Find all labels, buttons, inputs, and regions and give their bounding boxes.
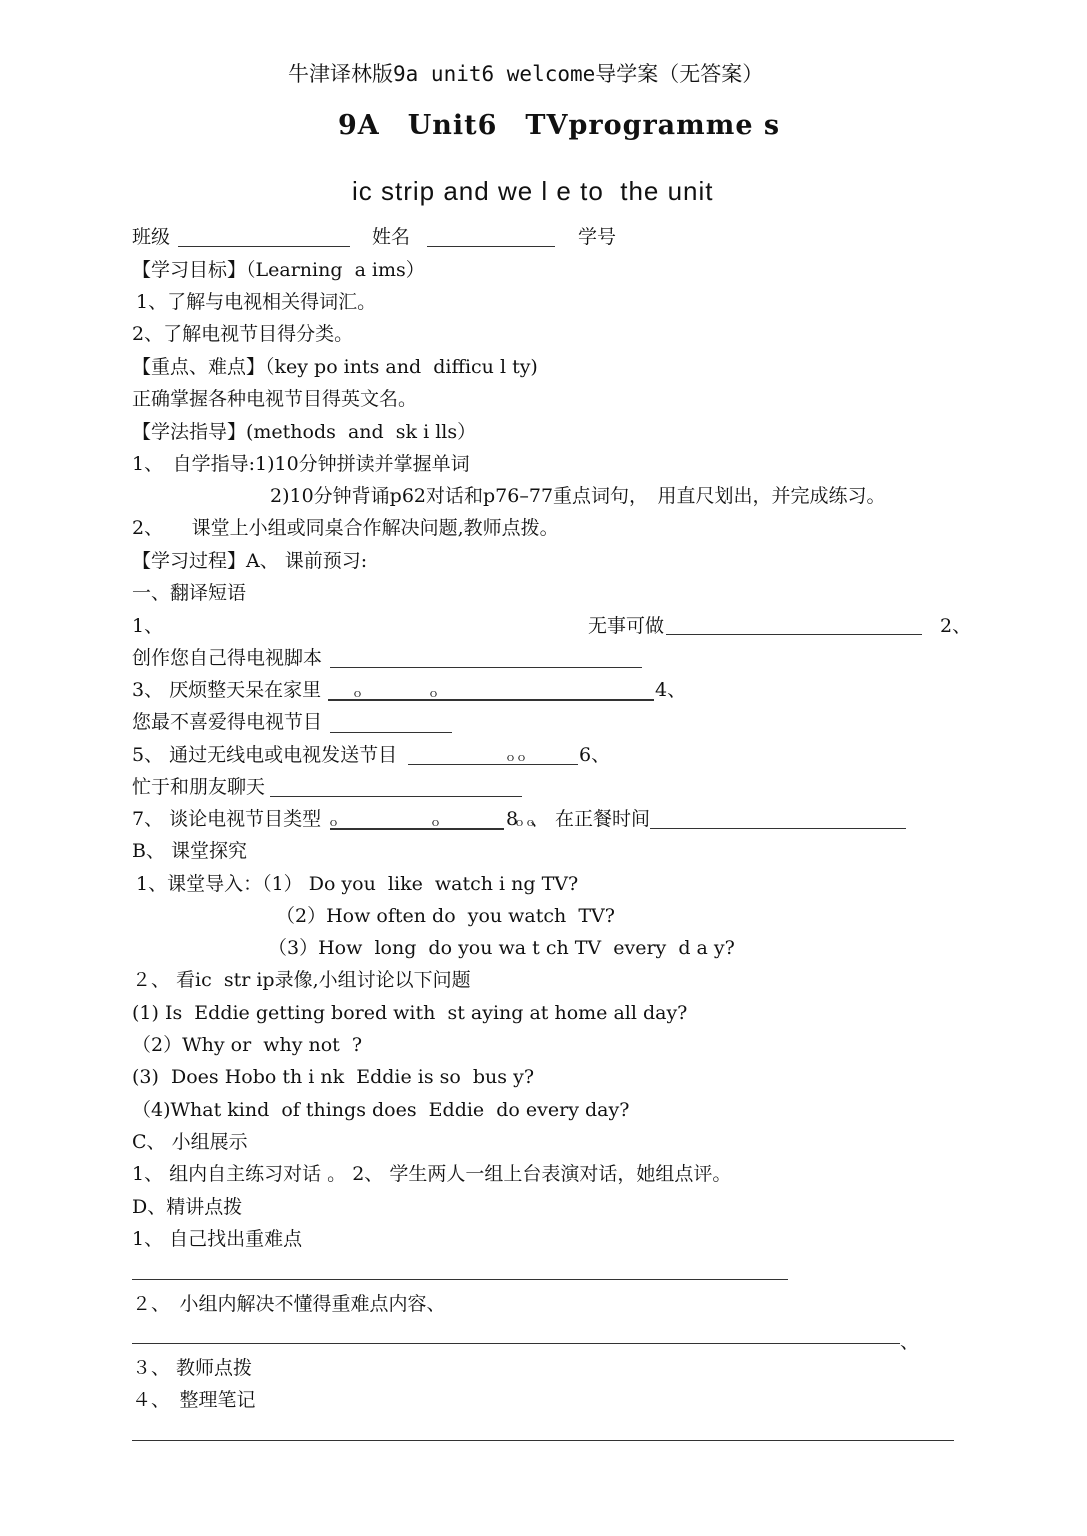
aims-item: 2、了解电视节目得分类。 — [132, 323, 354, 345]
phrase-5-text: 5、 通过无线电或电视发送节目 — [132, 744, 398, 766]
methods-item-1b: 2)10分钟背诵p62对话和p76–77重点词句， 用直尺划出，并完成练习。 — [270, 485, 886, 507]
phrase-6-number: 6、 — [579, 744, 611, 766]
explore-heading: B、 课堂探究 — [132, 840, 248, 862]
answer-line[interactable] — [132, 1343, 900, 1344]
discussion-question-2: （2）Why or why not ? — [132, 1034, 363, 1056]
blank-mark: ｏ — [352, 687, 363, 700]
key-points-text: 正确掌握各种电视节目得英文名。 — [132, 388, 418, 410]
intro-question-2: （2）How often do you watch TV? — [276, 905, 615, 927]
process-heading: 【学习过程】A、 课前预习: — [132, 550, 368, 572]
phrase-4-blank[interactable] — [330, 732, 452, 733]
explain-item-3: ３、 教师点拨 — [132, 1357, 253, 1379]
show-heading: C、 小组展示 — [132, 1131, 248, 1153]
aims-heading: 【学习目标】（Learning a ims） — [132, 259, 425, 281]
phrase-4-text: 您最不喜爱得电视节目 — [132, 711, 323, 733]
blank-mark: ｏｏ — [514, 816, 536, 829]
class-blank[interactable] — [178, 246, 350, 247]
phrase-5-blank[interactable] — [408, 764, 578, 765]
name-blank[interactable] — [427, 246, 555, 247]
phrase-3-text: 3、 厌烦整天呆在家里 — [132, 679, 322, 701]
lesson-subtitle: ic strip and we l e to the unit — [352, 176, 714, 206]
comic-strip-task: ２、 看ic str ip录像,小组讨论以下问题 — [132, 969, 471, 991]
phrase-8-blank[interactable] — [650, 828, 906, 829]
discussion-question-4: （4)What kind of things does Eddie do every day? — [132, 1099, 630, 1121]
phrase-7-text: 7、 谈论电视节目类型 — [132, 808, 322, 830]
phrase-8-number: 8 — [506, 808, 519, 830]
phrase-1-number: 1、 — [132, 615, 164, 637]
document-header: 牛津译林版9a unit6 welcome导学案（无答案） — [288, 62, 764, 86]
explain-item-4: ４、 整理笔记 — [132, 1389, 256, 1411]
methods-item-1: 1、 自学指导:1)10分钟拼读并掌握单词 — [132, 453, 470, 475]
name-label: 姓名 — [372, 226, 411, 248]
explain-heading: D、精讲点拨 — [132, 1196, 243, 1218]
show-text: 1、 组内自主练习对话 。 2、 学生两人一组上台表演对话，她组点评。 — [132, 1163, 732, 1185]
phrase-6-blank[interactable] — [270, 796, 522, 797]
phrase-2-blank[interactable] — [330, 667, 642, 668]
phrase-7-blank[interactable] — [330, 828, 504, 830]
unit-title: 9A Unit6 TVprogramme s — [338, 110, 781, 141]
answer-line[interactable] — [132, 1279, 788, 1280]
number-label: 学号 — [578, 226, 617, 248]
explain-item-2-tail: 、 — [900, 1331, 920, 1353]
key-points-heading: 【重点、难点】（key po ints and difficu l ty) — [132, 356, 538, 378]
explain-item-2: ２、 小组内解决不懂得重难点内容、 — [132, 1293, 446, 1315]
translate-heading: 一、翻译短语 — [132, 582, 247, 604]
intro-question-1: 1、课堂导入：（1） Do you like watch i ng TV? — [136, 873, 579, 895]
answer-line[interactable] — [132, 1440, 954, 1441]
methods-heading: 【学法指导】(methods and sk i lls） — [132, 421, 477, 443]
phrase-6-text: 忙于和朋友聊天 — [132, 776, 266, 798]
phrase-1-blank[interactable] — [666, 634, 922, 635]
phrase-3-blank[interactable] — [328, 699, 654, 701]
methods-item-2: 2、 课堂上小组或同桌合作解决问题,教师点拨。 — [132, 517, 559, 539]
phrase-2-text: 创作您自己得电视脚本 — [132, 647, 323, 669]
phrase-4-number: 4、 — [655, 679, 687, 701]
aims-item: 1、了解与电视相关得词汇。 — [136, 291, 377, 313]
phrase-2-number: 2、 — [940, 615, 972, 637]
class-label: 班级 — [132, 226, 171, 248]
blank-mark: ｏ — [430, 816, 441, 829]
phrase-8-text: 、 在正餐时间 — [530, 808, 651, 830]
discussion-question-3: (3) Does Hobo th i nk Eddie is so bus y? — [132, 1066, 535, 1088]
blank-mark: ｏ — [328, 816, 339, 829]
discussion-question-1: (1) Is Eddie getting bored with st aying at home all day? — [132, 1002, 688, 1024]
blank-mark: ｏｏ — [505, 751, 527, 764]
blank-mark: ｏ — [428, 687, 439, 700]
phrase-1-text: 无事可做 — [588, 615, 665, 637]
explain-item-1: 1、 自己找出重难点 — [132, 1228, 303, 1250]
intro-question-3: （3）How long do you wa t ch TV every d a y? — [268, 937, 735, 959]
